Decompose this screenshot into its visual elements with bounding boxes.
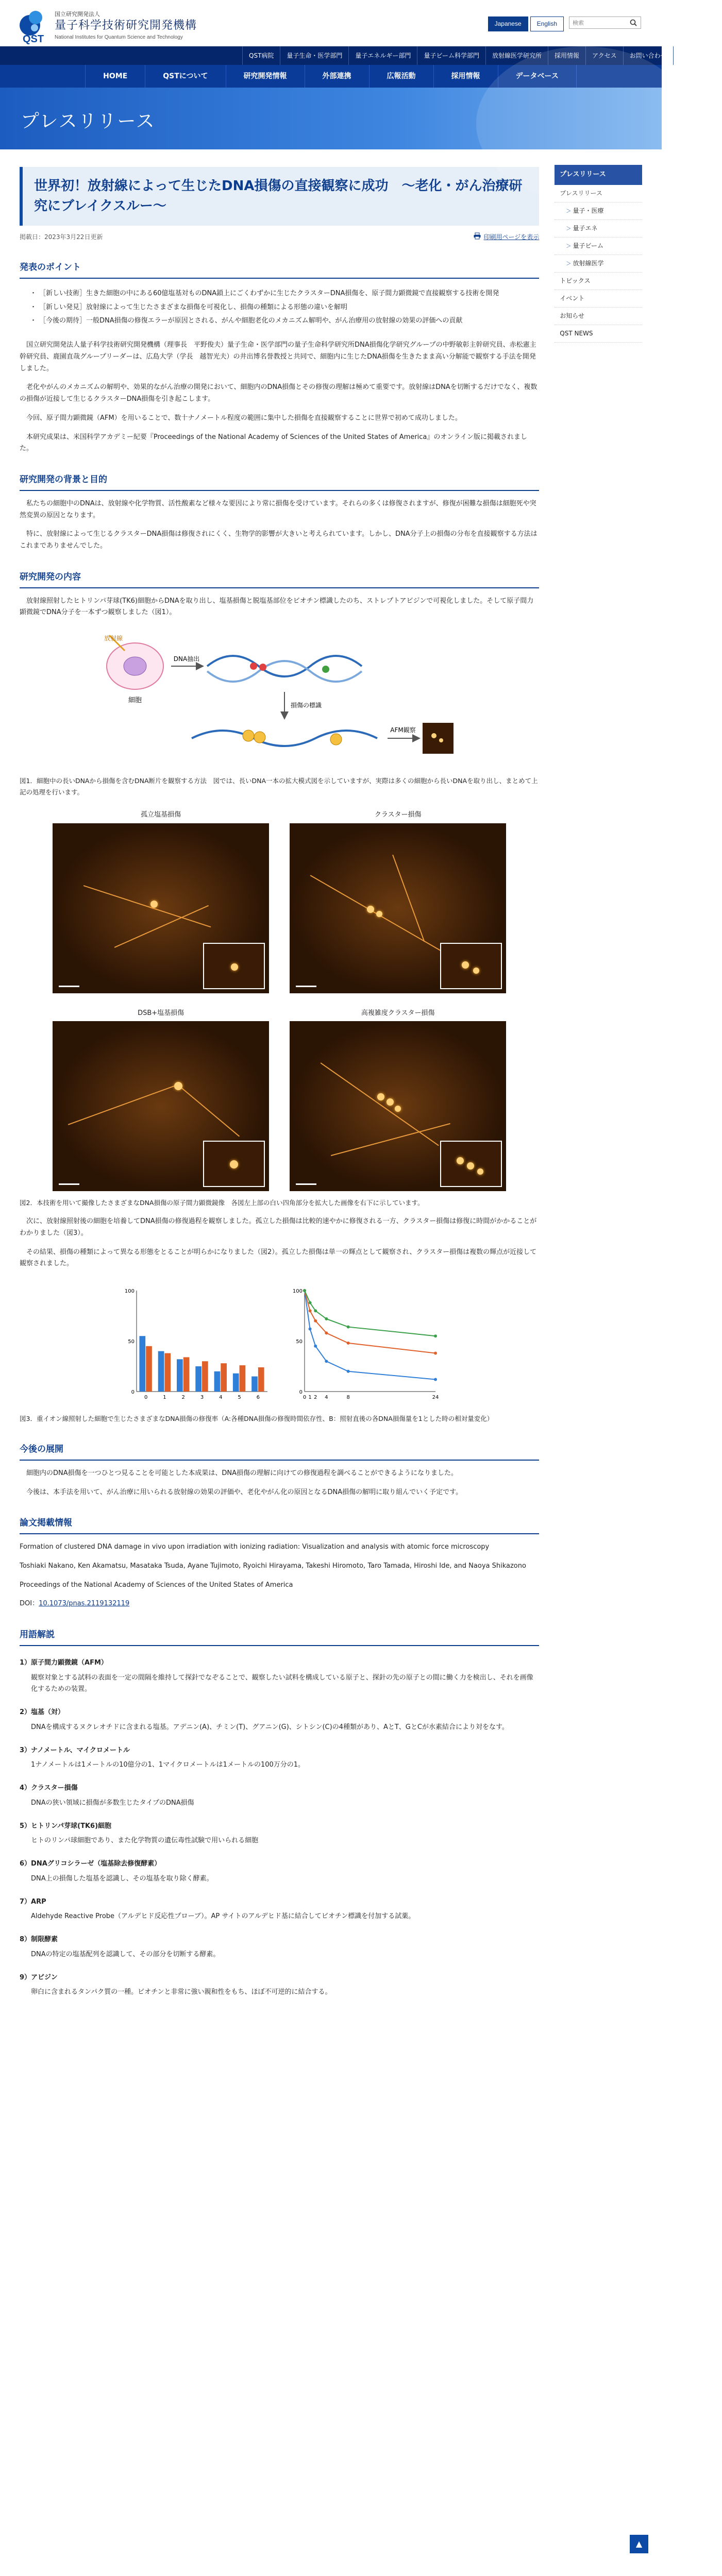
site-search (569, 16, 641, 29)
fig1-radiation-label: 放射線 (104, 635, 123, 642)
fig1-label-step: 損傷の標識 (291, 702, 322, 709)
glossary-term: 2）塩基（対） (20, 1708, 65, 1716)
section-heading: 研究開発の背景と目的 (20, 472, 539, 491)
top-nav-item[interactable]: QST病院 (242, 46, 280, 65)
data-point (347, 1326, 350, 1329)
article-date: 掲載日：2023年3月22日更新 (20, 233, 103, 241)
main-nav-recruit[interactable]: 採用情報 (434, 65, 498, 88)
print-page-label: 印刷用ページを表示 (483, 233, 540, 241)
data-point (434, 1352, 437, 1355)
body-paragraph: 国立研究開発法人量子科学技術研究開発機構（理事長 平野俊夫）量子生命・医学部門の量子生命科学研究所DNA損傷化学研究グループの中野敏彰主幹研究員、赤松憲主幹研究員、鹿園直哉グループリーダーは、広島大学（学長 越智光夫）の井出博名誉教授と共同で、細胞内に生じたDNA損傷を生きたまま高い分解能で観察する手法を開発しました。 (20, 341, 536, 372)
body-paragraph: その結果、損傷の種類によって異なる形態をとることが明らかになりました（図2）。孤立した損傷は単一の輝点として観察され、クラスター損傷は複数の輝点が近接して観察されました。 (20, 1248, 537, 1268)
data-point (309, 1301, 312, 1304)
afm-panel (290, 1008, 506, 1192)
x-tick-label: 4 (219, 1395, 223, 1401)
glossary-definition: 卵白に含まれるタンパク質の一種。ビオチンと非常に強い親和性をもち、ほぼ不可逆的に結合する。 (31, 1988, 332, 1996)
data-point (347, 1370, 350, 1373)
paper-title: Formation of clustered DNA damage in vivo upon irradiation with ionizing radiation: Visualization and analysis with atomic force microscopy (20, 1543, 490, 1551)
data-point (314, 1319, 317, 1323)
glossary-term: 6）DNAグリコシラーゼ（塩基除去修復酵素） (20, 1860, 161, 1868)
figure-1-diagram (99, 630, 460, 769)
glossary-item (20, 1934, 539, 1961)
article-title-box (20, 167, 539, 226)
afm-panel (53, 1008, 269, 1192)
glossary-definition: DNAを構成するヌクレオチドに含まれる塩基。アデニン(A)、チミン(T)、グアニン(G)、シトシン(C)の4種類があり、AとT、GとCが水素結合により対をなす。 (31, 1723, 509, 1731)
lang-english-button[interactable]: English (530, 16, 564, 31)
y-tick-label: 0 (131, 1389, 135, 1396)
data-point (309, 1309, 312, 1312)
y-tick-label: 100 (125, 1289, 135, 1295)
glossary-item (20, 1896, 539, 1923)
article-main (20, 149, 539, 1998)
glossary-term: 3）ナノメートル、マイクロメートル (20, 1746, 130, 1754)
sidebar-item[interactable]: QST NEWS (555, 325, 642, 343)
labeled-fragments (192, 730, 377, 746)
bar (183, 1357, 190, 1392)
org-type-label: 国立研究開発法人 (55, 11, 100, 18)
glossary-item (20, 1858, 539, 1885)
sidebar-item[interactable]: ＞ 量子・医療 (555, 202, 642, 220)
glossary-definition: 1ナノメートルは1メートルの10億分の1、1マイクロメートルは1メートルの100万分の1。 (31, 1761, 305, 1769)
x-tick-label: 2 (181, 1395, 186, 1401)
afm-panel-label: 孤立塩基損傷 (141, 810, 181, 819)
afm-panel-label: クラスター損傷 (374, 810, 422, 819)
x-tick-label: 6 (256, 1395, 260, 1401)
arrow-up-icon: ▲ (635, 2539, 643, 2549)
data-point (347, 1342, 350, 1345)
repair-bar-chart (118, 1283, 273, 1407)
glossary-term: 1）原子間力顕微鏡（AFM） (20, 1658, 108, 1667)
paper-doi-row (20, 1598, 539, 1610)
key-point: ・ ［今後の期待］一般DNA損傷の修復エラーが原因とされる、がんや細胞老化のメカニズム解明や、がん治療用の放射線の効果の評価への貢献 (32, 315, 527, 327)
bar (202, 1361, 208, 1392)
y-tick-label: 0 (299, 1389, 303, 1396)
main-nav-home[interactable]: HOME (85, 65, 145, 88)
search-input[interactable] (569, 18, 627, 28)
top-nav-item[interactable]: お問い合わせ (623, 46, 673, 65)
x-tick-label: 8 (346, 1395, 350, 1401)
glossary-item (20, 1972, 539, 1999)
fig1-cell-label: 細胞 (128, 697, 142, 704)
bar (140, 1336, 146, 1392)
main-nav-collaboration[interactable]: 外部連携 (305, 65, 370, 88)
doi-label: DOI： (20, 1600, 39, 1608)
main-nav-pr[interactable]: 広報活動 (370, 65, 434, 88)
sidebar-item[interactable]: ＞ 量子エネ (555, 220, 642, 238)
glossary-item (20, 1657, 539, 1696)
section-heading: 用語解説 (20, 1628, 539, 1646)
figure-3-charts (114, 1283, 444, 1407)
glossary-definition: DNAの特定の塩基配列を認識して、その部分を切断する酵素。 (31, 1950, 220, 1958)
bar (258, 1367, 264, 1392)
paper-authors: Toshiaki Nakano, Ken Akamatsu, Masataka Tsuda, Ayane Tujimoto, Ryoichi Hirayama, Takeshi Hiromoto, Taro Tamada, Hiroshi Ide, and Naoya Shikazono (20, 1562, 526, 1570)
bar (165, 1353, 171, 1392)
page-banner (0, 88, 662, 149)
bar (177, 1359, 183, 1392)
body-paragraph: 私たちの細胞中のDNAは、放射線や化学物質、活性酸素など様々な要因により常に損傷を受けています。それらの多くは修復されますが、修復が困難な損傷は細胞死や突然変異の原因となります。 (20, 499, 536, 519)
fig1-afm-label: AFM観察 (390, 726, 416, 734)
x-tick-label: 4 (325, 1395, 328, 1401)
afm-panel-label: 高複雑度クラスター損傷 (361, 1009, 435, 1017)
paper-journal: Proceedings of the National Academy of Sciences of the United States of America (20, 1581, 293, 1589)
top-nav-item[interactable]: 量子生命・医学部門 (280, 46, 348, 65)
fig1-extract-label: DNA抽出 (173, 655, 200, 663)
body-paragraph: 本研究成果は、米国科学アカデミー紀要『Proceedings of the National Academy of Sciences of the United States of America』のオンライン版に掲載されました。 (20, 433, 527, 453)
site-header (0, 0, 662, 46)
x-tick-label: 2 (314, 1395, 317, 1401)
glossary-term: 9）アビジン (20, 1973, 58, 1981)
bar (214, 1371, 221, 1392)
repair-line-chart (286, 1283, 441, 1407)
x-tick-label: 3 (200, 1395, 204, 1401)
afm-image (290, 1021, 506, 1191)
sidebar-item[interactable]: ＞ 放射線医学 (555, 255, 642, 273)
top-nav-item[interactable]: サイトマップ (673, 46, 722, 65)
bar (158, 1351, 164, 1392)
data-point (434, 1334, 437, 1337)
afm-image (53, 1021, 269, 1191)
x-tick-label: 0 (144, 1395, 148, 1401)
article-title: 世界初！放射線によって生じたDNA損傷の直接観察に成功 ～老化・がん治療研究にブレイクスルー～ (34, 178, 523, 214)
data-point (309, 1328, 312, 1331)
data-point (434, 1378, 437, 1381)
main-nav-research[interactable]: 研究開発情報 (226, 65, 305, 88)
y-tick-label: 50 (128, 1339, 135, 1345)
sidebar-item[interactable]: ＞ 量子ビーム (555, 238, 642, 255)
x-tick-label: 5 (238, 1395, 241, 1401)
sidebar-item[interactable]: トピックス (555, 273, 642, 290)
dna-strand (207, 656, 362, 682)
afm-panel-label: DSB+塩基損傷 (138, 1009, 184, 1017)
section-heading: 今後の展開 (20, 1442, 539, 1461)
sidebar (555, 149, 642, 1998)
sidebar-list (555, 185, 642, 343)
section-heading: 論文掲載情報 (20, 1516, 539, 1534)
glossary-definition: Aldehyde Reactive Probe（アルデヒド反応性プローブ）。AP サイトのアルデヒド基に結合してビオチン標識を付加する試薬。 (31, 1912, 415, 1921)
data-point (325, 1331, 328, 1334)
figure-2-caption: 図2．本技術を用いて撮像したさまざまなDNA損傷の原子間力顕微鏡像 各図左上部の白い四角部分を拡大した画像を右下に示しています。 (20, 1199, 424, 1207)
cell-illustration (107, 643, 163, 704)
series-line (305, 1291, 435, 1353)
data-point (303, 1289, 306, 1292)
data-point (314, 1345, 317, 1348)
x-tick-label: 24 (432, 1395, 439, 1401)
series-line (305, 1291, 435, 1379)
banner-title: プレスリリース (21, 111, 156, 132)
bar (221, 1363, 227, 1392)
back-to-top-button[interactable] (630, 2535, 648, 2553)
glossary-item (20, 1821, 539, 1848)
x-tick-label: 0 (303, 1395, 307, 1401)
y-tick-label: 50 (296, 1339, 303, 1345)
org-name-en: National Institutes for Quantum Science and Technology (55, 34, 183, 40)
org-name: 量子科学技術研究開発機構 (55, 19, 197, 32)
afm-panel (290, 809, 506, 993)
radiation-arrow (104, 635, 125, 651)
site-logo[interactable] (20, 9, 197, 45)
glossary-definition: DNAの狭い領域に損傷が多数生じたタイプのDNA損傷 (31, 1799, 194, 1807)
top-nav-item[interactable]: 量子エネルギー部門 (348, 46, 417, 65)
series-line (305, 1291, 435, 1336)
bar (146, 1346, 152, 1392)
glossary-item (20, 1707, 539, 1734)
lang-japanese-button[interactable]: Japanese (488, 16, 528, 31)
doi-link[interactable]: 10.1073/pnas.2119132119 (39, 1600, 130, 1608)
sidebar-item[interactable]: イベント (555, 290, 642, 308)
key-point: ・ ［新しい技術］生きた細胞の中にある60億塩基対ものDNA鎖上にごくわずかに生じたクラスターDNA損傷を、原子間力顕微鏡で直接観察する技術を開発 (32, 288, 527, 300)
bar (195, 1366, 202, 1392)
glossary-term: 4）クラスター損傷 (20, 1784, 78, 1792)
printer-icon (474, 232, 481, 243)
body-paragraph: 細胞内のDNA損傷を一つひとつ見ることを可能とした本成果は、DNA損傷の理解に向けての修復過程を調べることができるようになりました。 (26, 1469, 458, 1477)
afm-panel (53, 809, 269, 993)
body-paragraph: 老化やがんのメカニズムの解明や、効果的ながん治療の開発において、細胞内のDNA損傷とその修復の理解は極めて重要です。放射線はDNAを切断するだけでなく、複数の損傷が近接して生じるクラスターDNA損傷を引き起こします。 (20, 383, 538, 403)
main-nav-about[interactable]: QSTについて (145, 65, 226, 88)
glossary-item (20, 1745, 539, 1772)
top-nav-item[interactable]: 量子ビーム科学部門 (417, 46, 485, 65)
x-tick-label: 1 (163, 1395, 166, 1401)
figure-1-caption: 図1．細胞中の長いDNAから損傷を含むDNA断片を観察する方法 図では、長いDNA一本の拡大模式図を示していますが、実際は多くの細胞から長いDNAを取り出し、まとめて上記の処理を行います。 (20, 777, 538, 796)
figure-3-caption: 図3．重イオン線照射した細胞で生じたさまざまなDNA損傷の修復率（A:各種DNA損傷の修復時間依存性、B：照射直後の各DNA損傷量を1とした時の相対量変化） (20, 1415, 494, 1423)
key-point: ・ ［新しい発見］放射線によって生じたさまざまな損傷を可視化し、損傷の種類による形態の違いを解明 (32, 302, 527, 314)
top-nav-item[interactable]: 放射線医学研究所 (485, 46, 548, 65)
qst-logo-mark: QST (20, 11, 49, 41)
y-tick-label: 100 (293, 1289, 303, 1295)
section-heading: 発表のポイント (20, 260, 539, 279)
body-paragraph: 放射線照射したヒトリンパ芽球(TK6)細胞からDNAを取り出し、塩基損傷と脱塩基部位をビオチン標識したのち、ストレプトアビジンで可視化しました。そして原子間力顕微鏡でDNA分子を一本ずつ観察しました（図1）。 (20, 597, 534, 617)
body-paragraph: 特に、放射線によって生じるクラスターDNA損傷は修復されにくく、生物学的影響が大きいと考えられています。しかし、DNA分子上の損傷の分布を直接観察する方法はこれまでありませんでした。 (20, 530, 538, 550)
glossary-item (20, 1783, 539, 1809)
bar (233, 1374, 239, 1392)
print-page-link[interactable] (474, 232, 540, 243)
figure-2-afm-grid (53, 809, 506, 1192)
data-point (325, 1317, 328, 1320)
afm-image (290, 823, 506, 993)
afm-image (53, 823, 269, 993)
bar (240, 1365, 246, 1392)
glossary-term: 8）制限酵素 (20, 1936, 58, 1943)
sidebar-item[interactable]: お知らせ (555, 308, 642, 325)
search-icon[interactable] (627, 17, 640, 28)
glossary-term: 7）ARP (20, 1897, 46, 1906)
data-point (325, 1360, 328, 1363)
glossary-definition: 観察対象とする試料の表面を一定の間隔を維持して探針でなぞることで、観察したい試料を構成している原子と、探針の先の原子との間に働く力を検出し、それを画像化するための装置。 (31, 1673, 533, 1693)
body-paragraph: 今後は、本手法を用いて、がん治療に用いられる放射線の効果の評価や、老化やがん化の原因となるDNA損傷の解明に取り組んでいく予定です。 (26, 1488, 463, 1496)
body-paragraph: 次に、放射線照射後の細胞を培養してDNA損傷の修復過程を観察しました。孤立した損傷は比較的速やかに修復される一方、クラスター損傷は修復に時間がかかることがわかりました（図3）。 (20, 1217, 537, 1237)
glossary-definition: ヒトのリンパ球細胞であり、また化学物質の遺伝毒性試験で用いられる細胞 (31, 1837, 259, 1845)
bar (251, 1377, 258, 1392)
key-points-list (20, 285, 539, 332)
glossary-definition: DNA上の損傷した塩基を認識し、その塩基を取り除く酵素。 (31, 1874, 213, 1883)
section-heading: 研究開発の内容 (20, 570, 539, 588)
x-tick-label: 1 (308, 1395, 312, 1401)
body-paragraph: 今回、原子間力顕微鏡（AFM）を用いることで、数十ナノメートル程度の範囲に集中した損傷を直接観察することに世界で初めて成功しました。 (26, 414, 462, 422)
data-point (314, 1309, 317, 1312)
glossary-term: 5）ヒトリンパ芽球(TK6)細胞 (20, 1822, 112, 1830)
